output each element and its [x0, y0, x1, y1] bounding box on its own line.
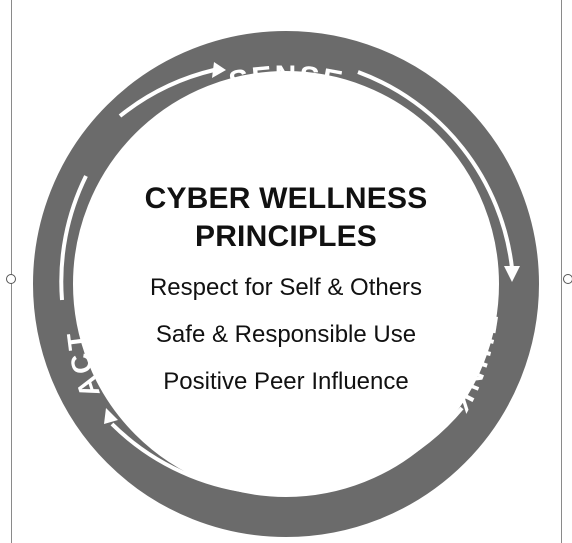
cycle-label-think: THINK [442, 312, 504, 421]
principle-item: Safe & Responsible Use [155, 321, 417, 348]
cycle-label-act: ACT [60, 328, 106, 402]
diagram-title-line1: CYBER WELLNESS [144, 182, 428, 215]
cycle-label-sense: SENSE [226, 60, 347, 100]
principle-item: Respect for Self & Others [149, 274, 423, 301]
diagram-title-line2: PRINCIPLES [194, 220, 378, 253]
principles-block [105, 180, 467, 405]
principles-list [105, 264, 467, 405]
principle-item: Positive Peer Influence [163, 368, 409, 395]
